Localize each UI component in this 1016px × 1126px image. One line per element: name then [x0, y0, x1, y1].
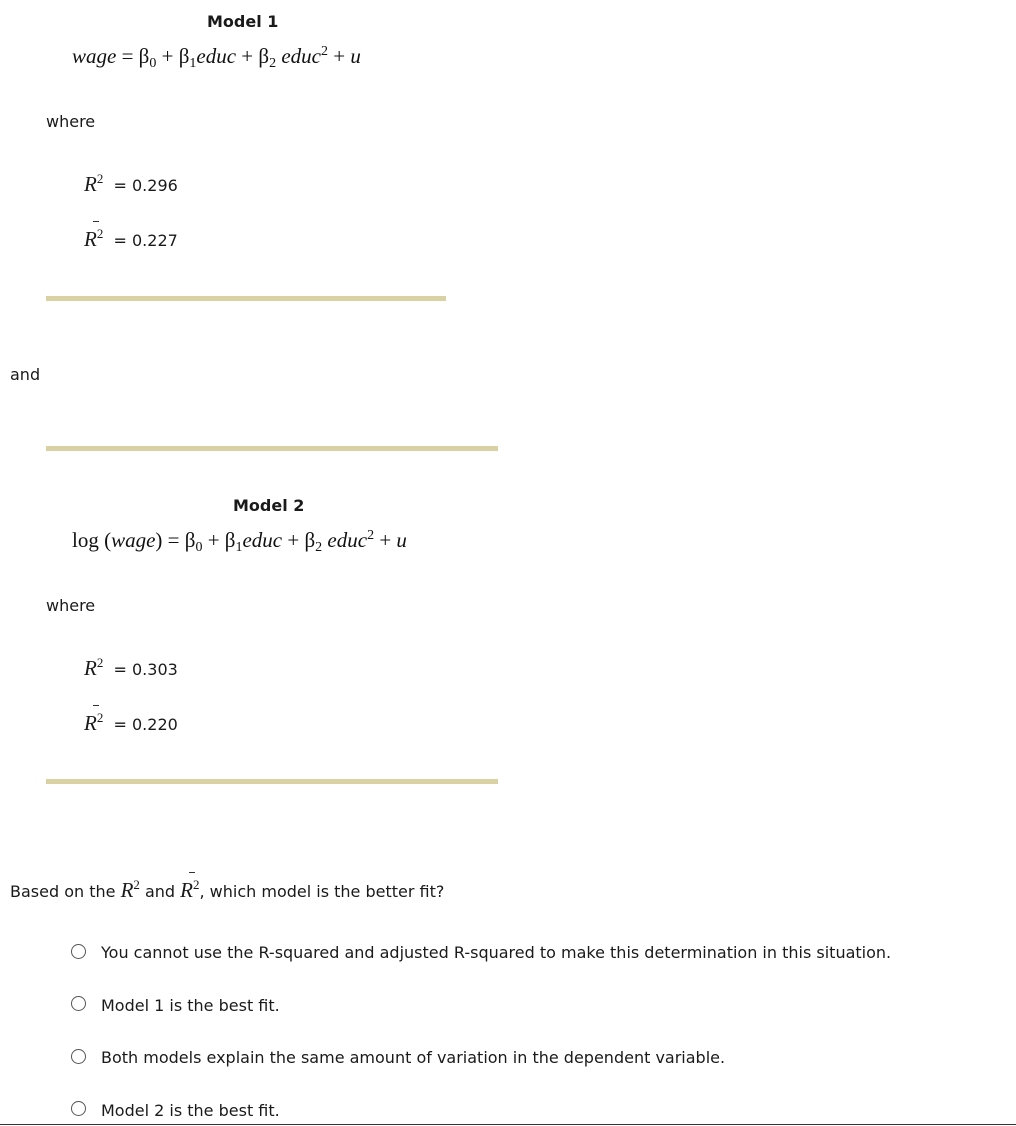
and-connector: and: [10, 365, 41, 384]
beta-1-sub: 1: [189, 56, 197, 71]
model-2-equation: log (wage) = $\beta_0$ + $\beta_1educ + \beta_2$ educ$^2$ + u: [72, 528, 407, 555]
error-term: u: [396, 528, 407, 552]
divider-1: [46, 296, 446, 301]
beta-2-sub: 2: [315, 540, 323, 555]
option-3-label[interactable]: Both models explain the same amount of variation in the dependent variable.: [101, 1048, 726, 1067]
eq-lhs: wage: [72, 44, 117, 68]
beta-1-sub: 1: [235, 540, 243, 555]
model-2-where: where: [46, 596, 96, 615]
model-1-where: where: [46, 112, 96, 131]
error-term: u: [350, 44, 361, 68]
educ-sq-power: 2: [320, 44, 328, 59]
beta-2-sub: 2: [269, 56, 277, 71]
bottom-border: [0, 1124, 1016, 1125]
question-text: Based on the $R^2$ and $R^2$, which model is the better fit?: [10, 878, 444, 903]
beta-0-sub: 0: [195, 540, 203, 555]
educ-sq-term: educ: [327, 528, 368, 552]
model-2-r2-value: 0.303: [132, 660, 178, 679]
model-2-r2-row: $R^2 = 0.303$: [84, 655, 178, 680]
r2-symbol: $R^2$: [84, 171, 104, 196]
model-1-equation: wage = $\beta_0$ + $\beta_1educ + \beta_2$ educ$^2$ + u: [72, 44, 361, 71]
adj-r2-symbol: $R^2$: [84, 227, 103, 252]
beta-1: β: [178, 44, 190, 68]
beta-1: β: [224, 528, 236, 552]
model-1-adj-r2-row: $R^2 = 0.227$: [84, 227, 178, 252]
divider-2: [46, 446, 498, 451]
log-fn: log: [72, 528, 99, 552]
model-2-title: Model 2: [233, 496, 305, 515]
radio-option-3[interactable]: [71, 1049, 86, 1064]
eq-lhs-var: wage: [111, 528, 156, 552]
radio-option-1[interactable]: [71, 944, 86, 959]
model-1-r2-value: 0.296: [132, 176, 178, 195]
educ-term: educ: [242, 528, 283, 552]
beta-2: β: [304, 528, 316, 552]
r2-symbol: $R^2$: [84, 655, 104, 680]
beta-0: β: [184, 528, 196, 552]
option-1-label[interactable]: You cannot use the R-squared and adjusted R-squared to make this determination in this situation.: [101, 943, 892, 962]
beta-0: β: [138, 44, 150, 68]
adj-r2-symbol: $R^2$: [180, 878, 199, 903]
r2-symbol: $R^2$: [120, 877, 140, 902]
model-1-adj-r2-value: 0.227: [132, 231, 178, 250]
divider-3: [46, 779, 498, 784]
radio-option-4[interactable]: [71, 1101, 86, 1116]
beta-0-sub: 0: [149, 56, 157, 71]
option-2-label[interactable]: Model 1 is the best fit.: [101, 996, 280, 1015]
adj-r2-symbol: $R^2$: [84, 711, 103, 736]
model-2-adj-r2-value: 0.220: [132, 715, 178, 734]
educ-sq-power: 2: [367, 528, 375, 543]
educ-term: educ: [196, 44, 237, 68]
beta-2: β: [258, 44, 270, 68]
educ-sq-term: educ: [281, 44, 321, 68]
model-2-adj-r2-row: $R^2 = 0.220$: [84, 711, 178, 736]
model-1-r2-row: $R^2 = 0.296$: [84, 171, 178, 196]
radio-option-2[interactable]: [71, 996, 86, 1011]
option-4-label[interactable]: Model 2 is the best fit.: [101, 1101, 280, 1120]
model-1-title: Model 1: [207, 12, 279, 31]
